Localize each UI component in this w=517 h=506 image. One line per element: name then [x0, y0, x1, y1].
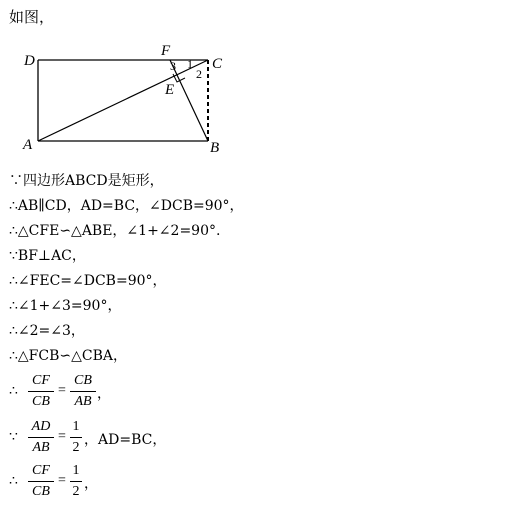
angle-label-3: 3: [170, 59, 176, 73]
equals-sign: =: [58, 383, 66, 398]
step-line: ∵四边形ABCD是矩形，: [9, 173, 164, 189]
geometry-figure: [0, 0, 517, 170]
equals-sign: =: [58, 473, 66, 488]
frac-den: AB: [32, 440, 50, 455]
step-line: ∴∠2=∠3，: [9, 323, 85, 339]
frac-num: 1: [72, 419, 80, 434]
label-E: E: [165, 82, 175, 98]
frac2-prefix: ∵: [9, 430, 18, 445]
label-F: F: [161, 43, 171, 59]
fraction-AD-AB: [28, 418, 54, 457]
frac-den: 2: [72, 440, 80, 455]
angle-label-1: 1: [187, 57, 193, 71]
angle-label-2: 2: [196, 67, 202, 81]
frac-num: 1: [72, 463, 80, 478]
fraction-CB-AB: [70, 372, 96, 411]
frac1-suffix: ，: [97, 387, 111, 402]
frac-num: CB: [74, 373, 92, 388]
frac-den: CB: [32, 484, 50, 499]
frac-den: CB: [32, 394, 50, 409]
equals-sign: =: [58, 429, 66, 444]
fraction-1-2: [70, 418, 82, 457]
step-line: ∴△FCB∽△CBA，: [9, 348, 127, 364]
frac3-prefix: ∴: [9, 474, 18, 489]
step-line: ∴△CFE∽△ABE，∠1+∠2=90°.: [9, 223, 221, 239]
frac1-prefix: ∴: [9, 384, 18, 399]
fraction-CF-CB: [28, 372, 54, 411]
label-B: B: [210, 140, 220, 156]
label-D: D: [24, 53, 35, 69]
frac-den: 2: [72, 484, 80, 499]
frac-num: CF: [32, 463, 50, 478]
step-line: ∴∠1+∠3=90°，: [9, 298, 122, 314]
label-A: A: [23, 137, 33, 153]
fraction-1-2: [70, 462, 82, 501]
frac3-suffix: ，: [84, 477, 98, 492]
step-line: ∴∠FEC=∠DCB=90°，: [9, 273, 167, 289]
segment-AC: [38, 60, 208, 141]
label-C: C: [212, 56, 223, 72]
step-line: ∵BF⊥AC，: [9, 248, 86, 264]
step-line: ∴AB∥CD，AD=BC，∠DCB=90°，: [9, 198, 244, 214]
fraction-CF-CB: [28, 462, 54, 501]
frac2-suffix: ，AD=BC，: [84, 432, 167, 448]
frac-num: CF: [32, 373, 50, 388]
frac-den: AB: [74, 394, 92, 409]
frac-num: AD: [31, 419, 51, 434]
intro-text: 如图，: [9, 8, 55, 26]
